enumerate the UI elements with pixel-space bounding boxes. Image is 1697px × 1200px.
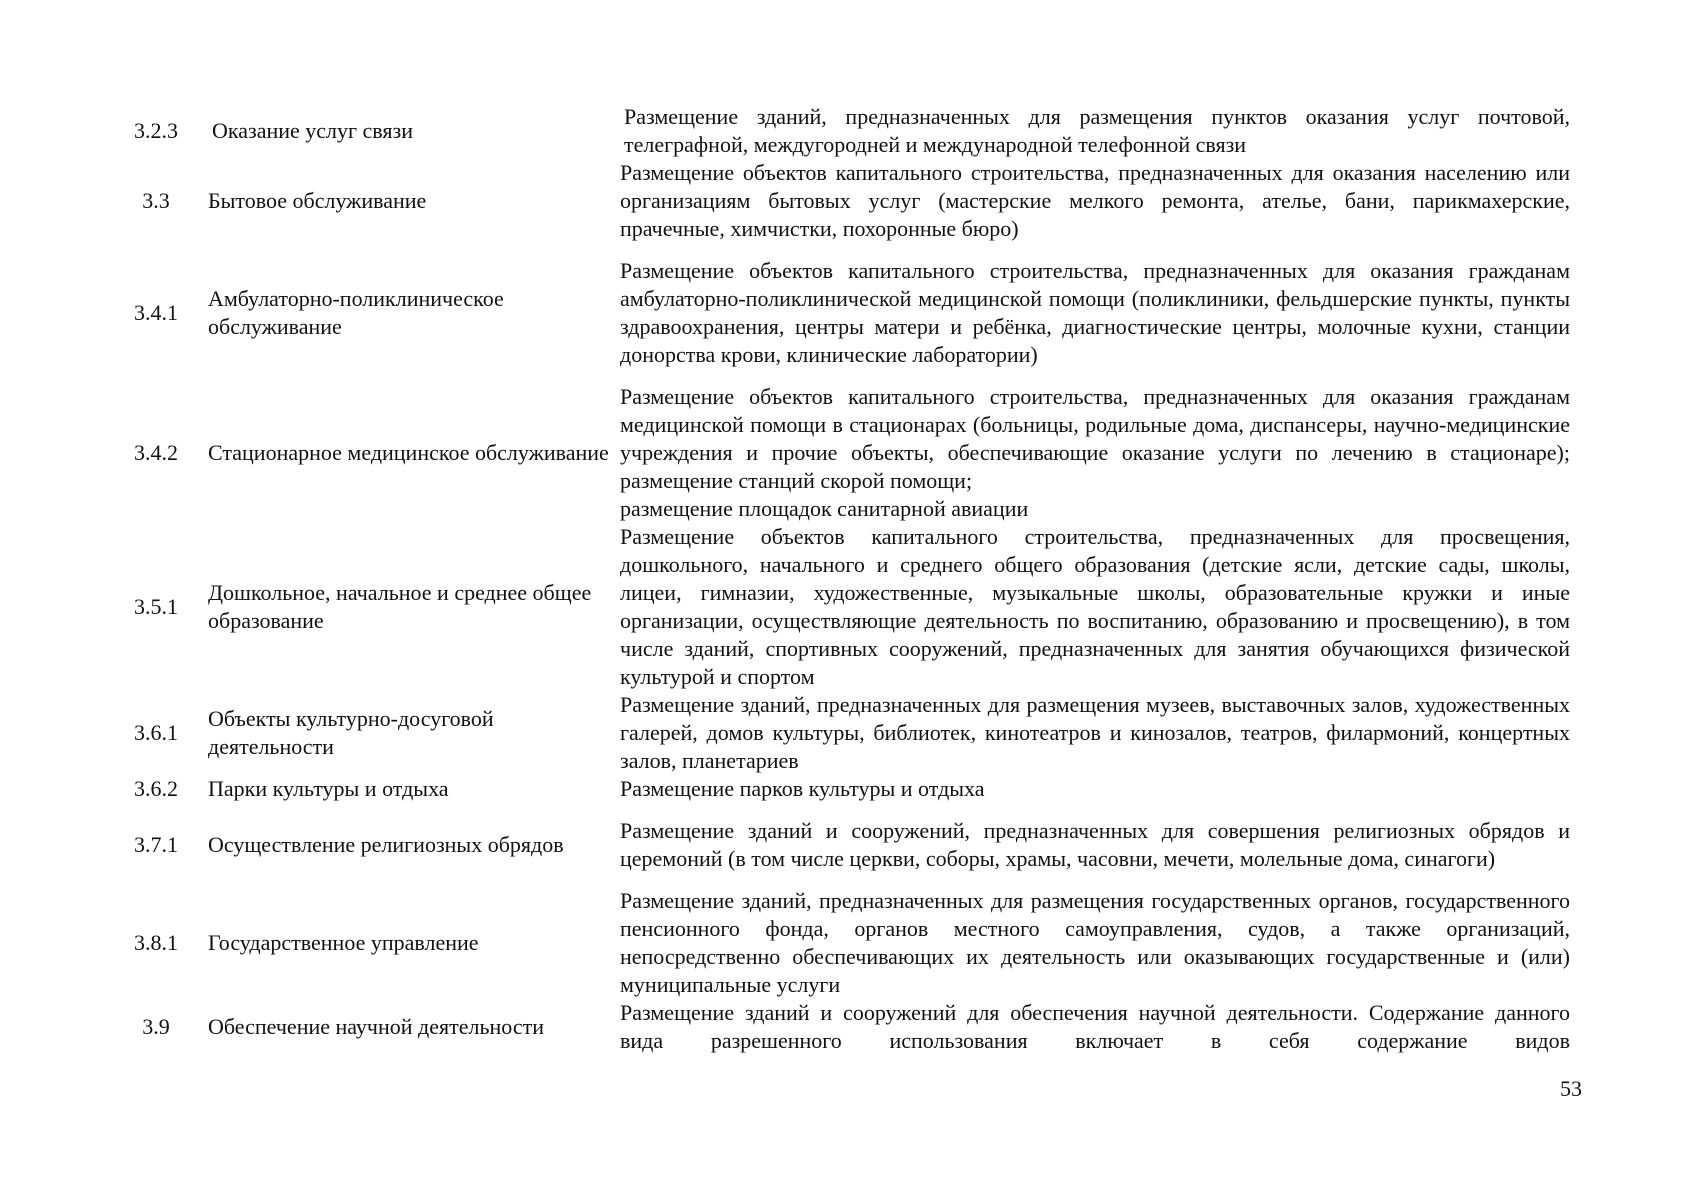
row-code: 3.2.3	[134, 118, 178, 143]
row-name: Дошкольное, начальное и среднее общее образование	[208, 580, 592, 633]
row-code: 3.4.2	[134, 440, 178, 465]
row-code: 3.5.1	[134, 594, 178, 619]
table-row	[120, 999, 1580, 1055]
table-row	[120, 243, 1580, 383]
row-code: 3.9	[142, 1014, 170, 1039]
table-row	[120, 523, 1580, 691]
row-code: 3.8.1	[134, 930, 178, 955]
row-name: Амбулаторно-поликлиническое обслуживание	[208, 286, 504, 339]
row-description: Размещение зданий, предназначенных для размещения пунктов оказания услуг почтовой, телеграфной, междугородней и международной телефонной связи	[624, 104, 1570, 157]
row-description: Размещение зданий, предназначенных для размещения государственных органов, государственного пенсионного фонда, органов местного самоуправления, судов, а также организаций, непосредственно обеспечивающих их деятельность или оказывающих государственные и (или) муниципальные услуги	[620, 888, 1570, 997]
row-name: Осуществление религиозных обрядов	[208, 832, 564, 857]
row-description: Размещение зданий и сооружений, предназначенных для совершения религиозных обрядов и церемоний (в том числе церкви, соборы, храмы, часовни, мечети, молельные дома, синагоги)	[620, 818, 1570, 871]
row-description: Размещение объектов капитального строительства, предназначенных для просвещения, дошкольного, начального и среднего общего образования (детские ясли, детские сады, школы, лицеи, гимназии, художественные, музыкальные школы, образовательные кружки и иные организации, осуществляющие деятельность по воспитанию, образованию и просвещению), в том числе зданий, спортивных сооружений, предназначенных для занятия обучающихся физической культурой и спортом	[620, 524, 1570, 689]
row-name: Парки культуры и отдыха	[208, 776, 449, 801]
row-description: Размещение зданий и сооружений для обеспечения научной деятельности. Содержание данного вида разрешенного использования включает в себя содержание видов	[620, 1000, 1570, 1053]
page-number: 53	[1560, 1076, 1582, 1101]
row-description-extra: размещение площадок санитарной авиации	[620, 496, 1029, 521]
row-name: Оказание услуг связи	[212, 118, 413, 143]
table-row	[120, 103, 1580, 159]
row-description: Размещение парков культуры и отдыха	[620, 776, 985, 801]
row-description: Размещение зданий, предназначенных для размещения музеев, выставочных залов, художественных галерей, домов культуры, библиотек, кинотеатров и кинозалов, театров, филармоний, концертных залов, планетариев	[620, 692, 1570, 773]
table-row	[120, 691, 1580, 775]
row-name: Бытовое обслуживание	[208, 188, 427, 213]
row-code: 3.3	[142, 188, 170, 213]
land-use-table	[120, 103, 1580, 1055]
table-row	[120, 803, 1580, 887]
row-description	[620, 383, 1570, 523]
row-code: 3.4.1	[134, 300, 178, 325]
row-description: Размещение объектов капитального строительства, предназначенных для оказания гражданам амбулаторно-поликлинической медицинской помощи (поликлиники, фельдшерские пункты, пункты здравоохранения, центры матери и ребёнка, диагностические центры, молочные кухни, станции донорства крови, клинические лаборатории)	[620, 258, 1570, 367]
table-row	[120, 159, 1580, 243]
row-code: 3.6.2	[134, 776, 178, 801]
row-code: 3.7.1	[134, 832, 178, 857]
row-name: Объекты культурно-досуговой деятельности	[208, 706, 494, 759]
row-name: Стационарное медицинское обслуживание	[208, 440, 609, 465]
row-description-main: Размещение объектов капитального строительства, предназначенных для оказания гражданам медицинской помощи в стационарах (больницы, родильные дома, диспансеры, научно-медицинские учреждения и прочие объекты, обеспечивающие оказание услуги по лечению в стационаре); размещение станций скорой помощи;	[620, 384, 1570, 493]
row-code: 3.6.1	[134, 720, 178, 745]
row-description: Размещение объектов капитального строительства, предназначенных для оказания населению или организациям бытовых услуг (мастерские мелкого ремонта, ателье, бани, парикмахерские, прачечные, химчистки, похоронные бюро)	[620, 160, 1570, 241]
row-name: Государственное управление	[208, 930, 479, 955]
table-row	[120, 383, 1580, 523]
row-name: Обеспечение научной деятельности	[208, 1014, 544, 1039]
table-row	[120, 887, 1580, 999]
table-row	[120, 775, 1580, 803]
